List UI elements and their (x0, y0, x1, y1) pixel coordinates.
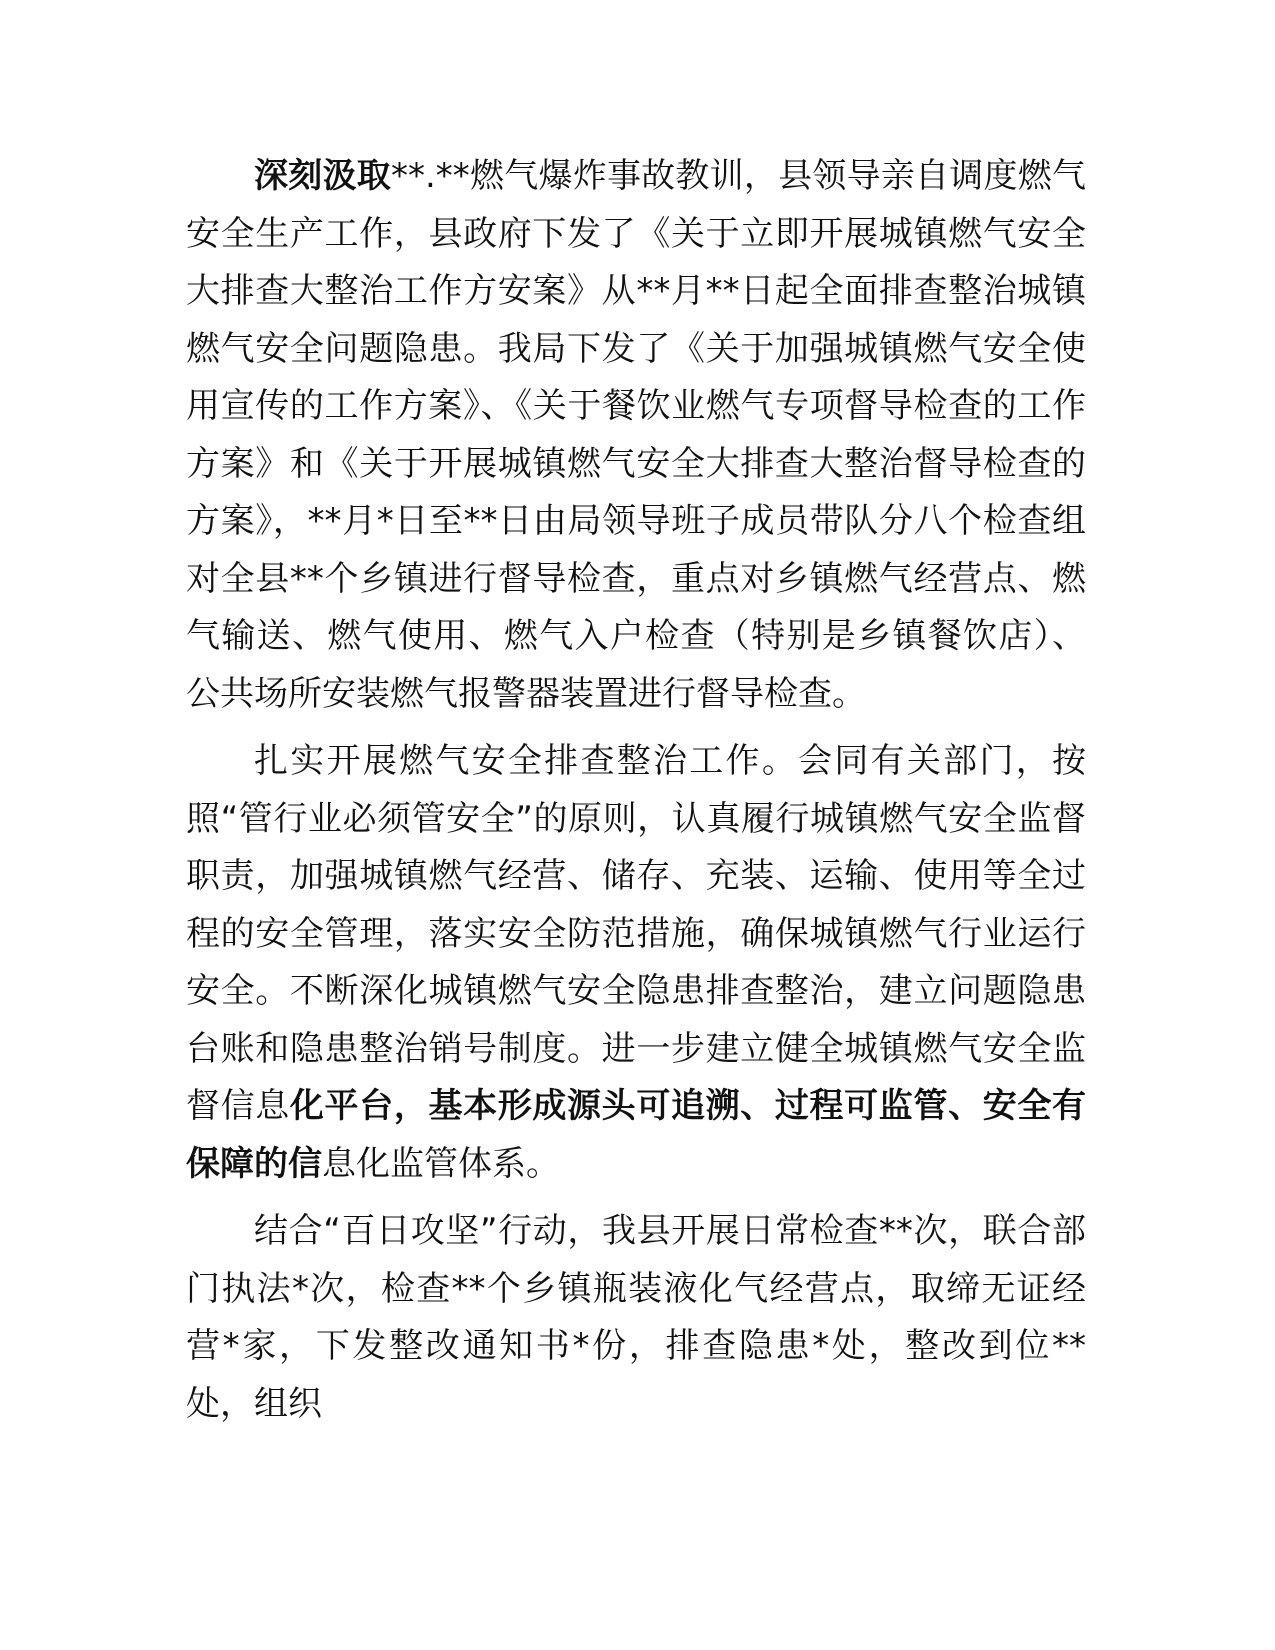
paragraph-2-bold-text: 化平台，基本形成源头可追溯、过程可监管、安全有保障的信 (186, 1086, 1087, 1184)
paragraph-3-text: 结合“百日攻坚”行动，我县开展日常检查**次，联合部门执法*次，检查**个乡镇瓶装液化气经营点，取缔无证经营*家，下发整改通知书*份，排查隐患*处，整改到位**处，组织 (186, 1211, 1086, 1424)
paragraph-2-tail: 息化监管体系。 (322, 1143, 560, 1184)
paragraph-1-lead: 深刻汲取 (254, 156, 391, 196)
paragraph-3 (186, 1203, 1086, 1433)
paragraph-2 (186, 733, 1086, 1193)
document-body (186, 148, 1086, 1433)
paragraph-1-text: **.**燃气爆炸事故教训，县领导亲自调度燃气安全生产工作，县政府下发了《关于立即开展城镇燃气安全大排查大整治工作方安案》从**月**日起全面排查整治城镇燃气安全问题隐患。我局下发了《关于加强城镇燃气安全使用宣传的工作方案》、《关于餐饮业燃气专项督导检查的工作方案》和《关于开展城镇燃气安全大排查大整治督导检查的方案》，**月*日至**日由局领导班子成员带队分八个检查组对全县**个乡镇进行督导检查，重点对乡镇燃气经营点、燃气输送、燃气使用、燃气入户检查（特别是乡镇餐饮店）、公共场所安装燃气报警器装置进行督导检查。 (186, 156, 1087, 714)
paragraph-2-text: 扎实开展燃气安全排查整治工作。会同有关部门，按照“管行业必须管安全”的原则，认真履行城镇燃气安全监督职责，加强城镇燃气经营、储存、充装、运输、使用等全过程的安全管理，落实安全防范措施，确保城镇燃气行业运行安全。不断深化城镇燃气安全隐患排查整治，建立问题隐患台账和隐患整治销号制度。进一步建立健全城镇燃气安全监督信息 (186, 741, 1086, 1126)
paragraph-1 (186, 148, 1086, 723)
